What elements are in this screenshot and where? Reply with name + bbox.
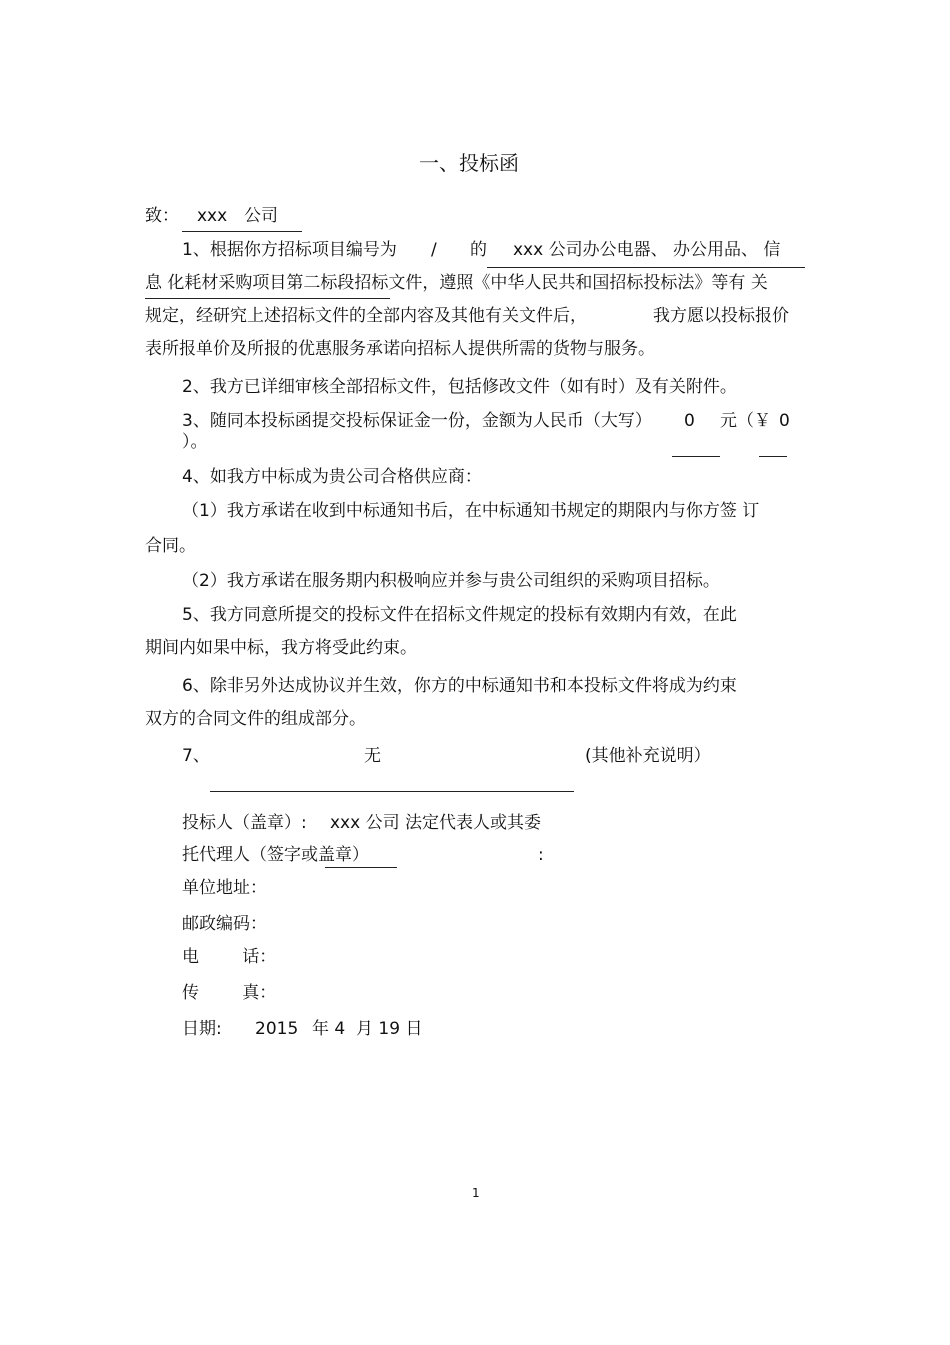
item4-1-line-b: 合同。 <box>145 536 196 556</box>
item7-underline <box>210 791 574 792</box>
item1-line-a-3: 的 <box>470 240 487 260</box>
item7-note: (其他补充说明） <box>585 746 711 766</box>
item3-amount-words: 0 <box>684 411 695 431</box>
item3-underline-number <box>759 456 787 457</box>
item1-line-c-2: 我方愿以投标报价 <box>653 306 789 326</box>
item2-text: 2、我方已详细审核全部招标文件，包括修改文件（如有时）及有关附件。 <box>182 377 737 397</box>
document-title: 一、投标函 <box>419 151 519 175</box>
agent-underline <box>325 867 397 868</box>
item1-line-c-1: 规定，经研究上述招标文件的全部内容及其他有关文件后， <box>145 306 587 326</box>
postcode-label: 邮政编码： <box>182 914 267 934</box>
item6-line-b: 双方的合同文件的组成部分。 <box>145 709 366 729</box>
item3-amount-number: 0 <box>779 411 790 431</box>
item1-line-a-1: 1、根据你方招标项目编号为 <box>182 240 397 260</box>
bidder-label: 投标人（盖章）: <box>182 813 307 833</box>
agent-colon: : <box>538 845 544 865</box>
item1-underline-2 <box>145 298 390 299</box>
item5-line-b: 期间内如果中标，我方将受此约束。 <box>145 638 417 658</box>
item7-number: 7、 <box>182 746 210 766</box>
fax-label: 传 真： <box>182 983 277 1003</box>
item1-line-b: 息 化耗材采购项目第二标段招标文件，遵照《中华人民共和国招标投标法》等有 关 <box>145 273 768 293</box>
address-label: 单位地址： <box>182 878 267 898</box>
item4-1-line-a: （1）我方承诺在收到中标通知书后，在中标通知书规定的期限内与你方签 订 <box>182 501 760 521</box>
item3-line-b: ）。 <box>182 432 208 452</box>
item1-project-number: / <box>431 240 437 260</box>
page-number: 1 <box>472 1186 480 1200</box>
to-company-suffix: 公司 <box>244 206 278 226</box>
date-year: 2015 <box>255 1019 299 1039</box>
date-label: 日期: <box>182 1019 222 1039</box>
agent-label: 托代理人（签字或盖章） <box>182 845 369 865</box>
item1-line-a-4: xxx 公司办公电器、 办公用品、 信 <box>513 240 781 260</box>
date-rest: 年 4 月 19 日 <box>312 1019 423 1039</box>
bidder-value: xxx 公司 法定代表人或其委 <box>330 813 541 833</box>
item1-underline-1 <box>487 267 805 268</box>
item1-line-d: 表所报单价及所报的优惠服务承诺向招标人提供所需的货物与服务。 <box>145 339 655 359</box>
item5-line-a: 5、我方同意所提交的投标文件在招标文件规定的投标有效期内有效，在此 <box>182 605 737 625</box>
item3-yuan: 元（￥ <box>720 411 771 431</box>
to-label: 致： <box>145 206 179 226</box>
item7-value: 无 <box>364 746 381 766</box>
item4-text: 4、如我方中标成为贵公司合格供应商： <box>182 467 482 487</box>
item3-underline-words <box>672 456 720 457</box>
item4-2-text: （2）我方承诺在服务期内积极响应并参与贵公司组织的采购项目招标。 <box>182 571 720 591</box>
item3-line-a: 3、随同本投标函提交投标保证金一份，金额为人民币（大写） <box>182 411 652 431</box>
to-underline <box>182 231 302 232</box>
to-company: xxx <box>197 206 228 226</box>
phone-label: 电 话： <box>182 947 277 967</box>
item6-line-a: 6、除非另外达成协议并生效，你方的中标通知书和本投标文件将成为约束 <box>182 676 737 696</box>
